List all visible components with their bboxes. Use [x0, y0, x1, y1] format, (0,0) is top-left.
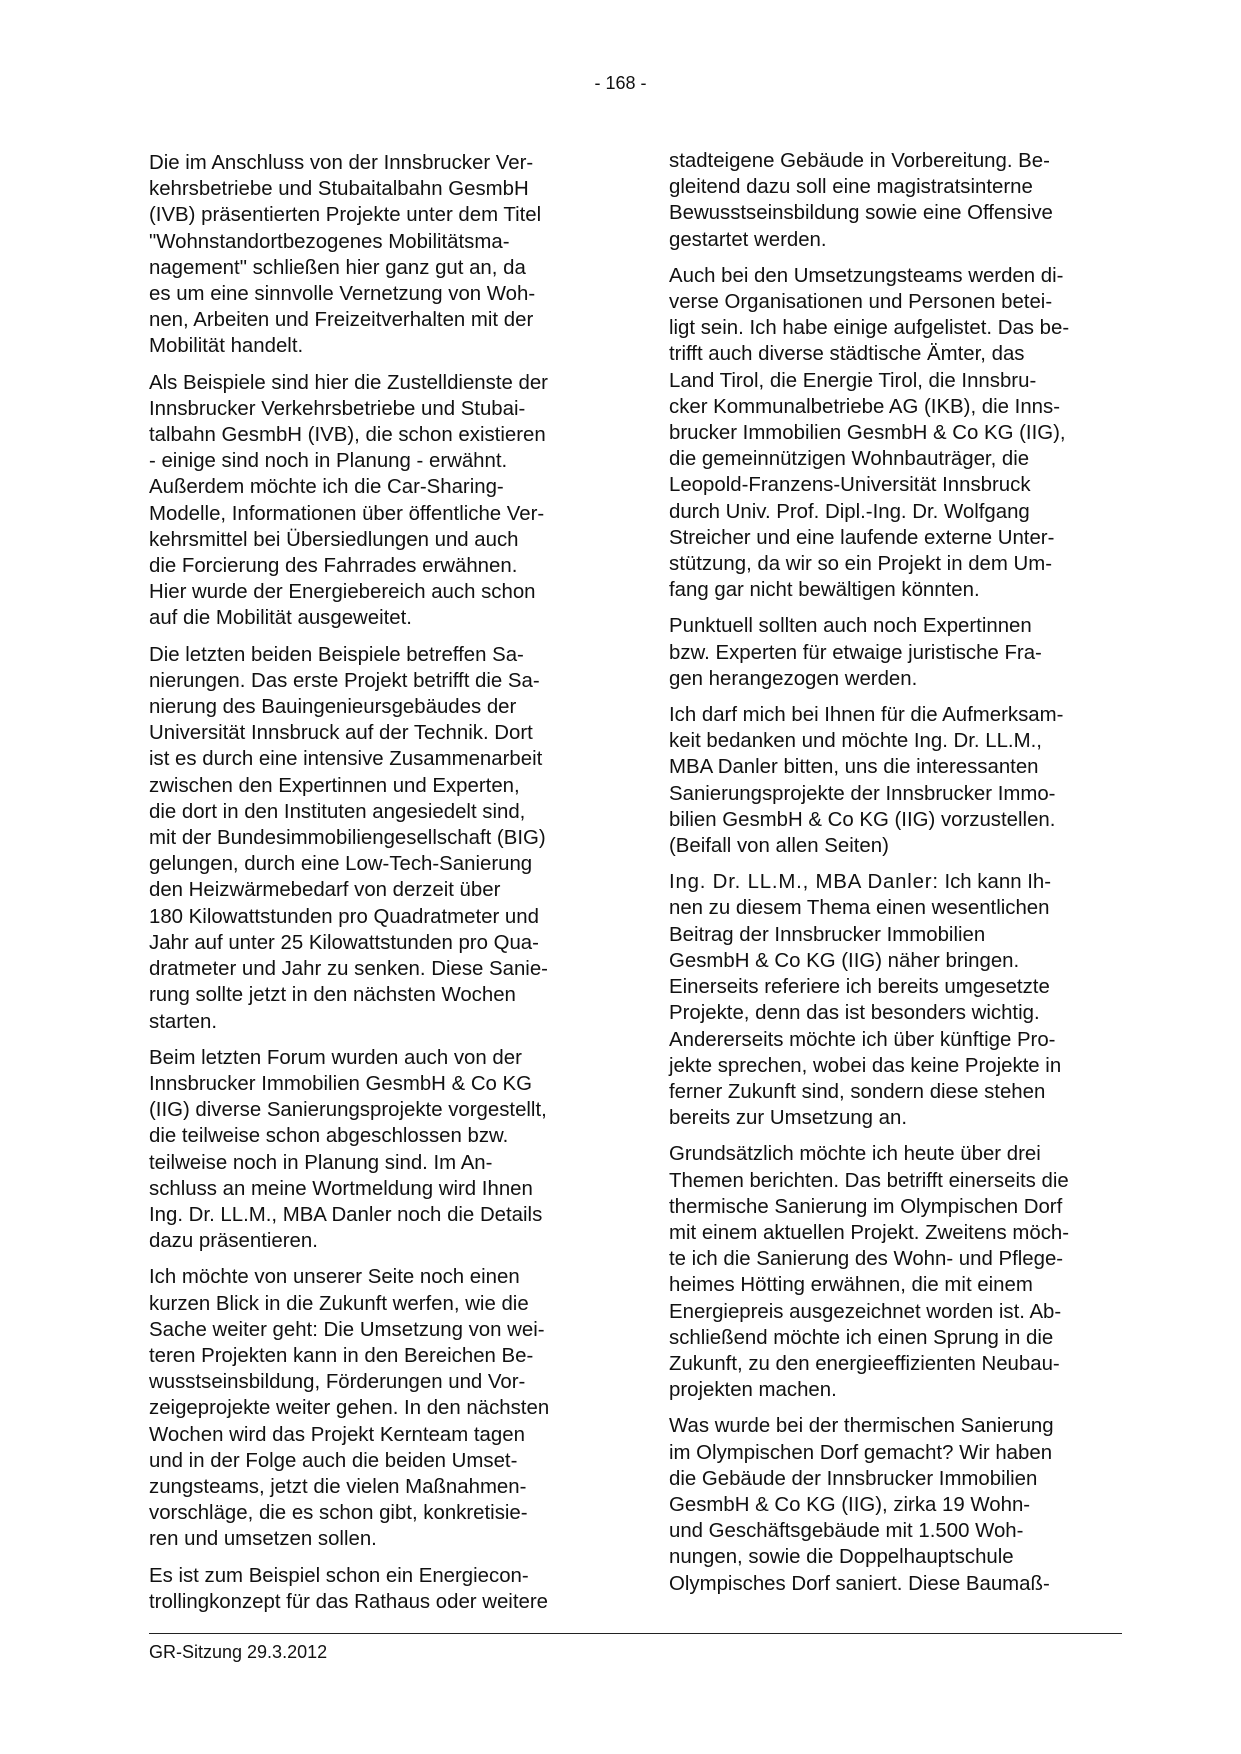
page-number: - 168 -	[594, 73, 647, 93]
paragraph: stadteigene Gebäude in Vorbereitung. Be- gleitend dazu soll eine magistratsinterne Bewusstseinsbildung sowie eine Offensive gestartet werden.	[669, 150, 1053, 251]
paragraph: Was wurde bei der thermischen Sanierung im Olympischen Dorf gemacht? Wir haben die Gebäude der Innsbrucker Immobilien GesmbH & Co KG (IIG), zirka 19 Wohn- und Geschäftsgebäude mit 1.500 Woh- nungen, sowie die Doppelhauptschule Olympisches Dorf saniert. Diese Baumaß-	[669, 1415, 1054, 1595]
speaker-name: Ing. Dr. LL.M., MBA Danler:	[669, 871, 939, 894]
right-column	[669, 148, 1121, 1607]
paragraph: Als Beispiele sind hier die Zustelldienste der Innsbrucker Verkehrsbetriebe und Stubai- talbahn GesmbH (IVB), die schon existieren - einige sind noch in Planung - erwähnt. Außerdem möchte ich die Car-Sharing- Modelle, Informationen über öffentliche Ver- kehrsmittel bei Übersiedlungen und auch die Forcierung des Fahrrades erwähnen. Hier wurde der Energiebereich auch schon auf die Mobilität ausgeweitet.	[149, 371, 548, 630]
footer-divider	[149, 1633, 1122, 1634]
paragraph: Auch bei den Umsetzungsteams werden di- verse Organisationen und Personen betei- ligt sein. Ich habe einige aufgelistet. Das be- trifft auch diverse städtische Ämter, das Land Tirol, die Energie Tirol, die Innsbru- cker Kommunalbetriebe AG (IKB), die Inns- brucker Immobilien GesmbH & Co KG (IIG), die gemeinnützigen Wohnbauträger, die Leopold-Franzens-Universität Innsbruck durch Univ. Prof. Dipl.-Ing. Dr. Wolfgang Streicher und eine laufende externe Unter- stützung, da wir so ein Projekt in dem Um- fang gar nicht bewältigen könnten.	[669, 264, 1070, 602]
speech-paragraph	[669, 869, 1121, 1131]
speech-text: Ich kann Ih- nen zu diesem Thema einen wesentlichen Beitrag der Innsbrucker Immobilien GesmbH & Co KG (IIG) näher bringen. Einerseits referiere ich bereits umgesetzte Projekte, denn das ist besonders wichtig. Andererseits möchte ich über künftige Pro- jekte sprechen, wobei das keine Projekte in ferner Zukunft sind, sondern diese stehen bereits zur Umsetzung an.	[669, 871, 1062, 1130]
paragraph: Beim letzten Forum wurden auch von der Innsbrucker Immobilien GesmbH & Co KG (IIG) diverse Sanierungsprojekte vorgestellt, die teilweise schon abgeschlossen bzw. teilweise noch in Planung sind. Im An- schluss an meine Wortmeldung wird Ihnen Ing. Dr. LL.M., MBA Danler noch die Details dazu präsentieren.	[149, 1046, 547, 1253]
paragraph: Die im Anschluss von der Innsbrucker Ver- kehrsbetriebe und Stubaitalbahn GesmbH (IVB) präsentierten Projekte unter dem Titel "Wohnstandortbezogenes Mobilitätsma- nagement" schließen hier ganz gut an, da es um eine sinnvolle Vernetzung von Woh- nen, Arbeiten und Freizeitverhalten mit der Mobilität handelt.	[149, 152, 542, 358]
paragraph: Es ist zum Beispiel schon ein Energiecon- trollingkonzept für das Rathaus oder weitere	[149, 1564, 548, 1613]
footer-session-label: GR-Sitzung 29.3.2012	[149, 1642, 328, 1662]
left-column	[149, 150, 601, 1625]
paragraph: Punktuell sollten auch noch Expertinnen bzw. Experten für etwaige juristische Fra- gen herangezogen werden.	[669, 615, 1042, 690]
paragraph: Ich möchte von unserer Seite noch einen kurzen Blick in die Zukunft werfen, wie die Sache weiter geht: Die Umsetzung von wei- teren Projekten kann in den Bereichen Be- wusstseinsbildung, Förderungen und Vor- zeigeprojekte weiter gehen. In den nächsten Wochen wird das Projekt Kernteam tagen und in der Folge auch die beiden Umset- zungsteams, jetzt die vielen Maßnahmen- vorschläge, die es schon gibt, konkretisie- ren und umsetzen sollen.	[149, 1266, 550, 1551]
paragraph: Ich darf mich bei Ihnen für die Aufmerksam- keit bedanken und möchte Ing. Dr. LL.M., MBA Danler bitten, uns die interessanten Sanierungsprojekte der Innsbrucker Immo- bilien GesmbH & Co KG (IIG) vorzustellen. (Beifall von allen Seiten)	[669, 704, 1064, 858]
paragraph: Grundsätzlich möchte ich heute über drei Themen berichten. Das betrifft einerseits die thermische Sanierung im Olympischen Dorf mit einem aktuellen Projekt. Zweitens möch- te ich die Sanierung des Wohn- und Pflege- heimes Hötting erwähnen, die mit einem Energiepreis ausgezeichnet worden ist. Ab- schließend möchte ich einen Sprung in die Zukunft, zu den energieeffizienten Neubau- projekten machen.	[669, 1143, 1070, 1402]
paragraph: Die letzten beiden Beispiele betreffen Sa- nierungen. Das erste Projekt betrifft die Sa- nierung des Bauingenieursgebäudes der Universität Innsbruck auf der Technik. Dort ist es durch eine intensive Zusammenarbeit zwischen den Expertinnen und Experten, die dort in den Instituten angesiedelt sind, mit der Bundesimmobiliengesellschaft (BIG) gelungen, durch eine Low-Tech-Sanierung den Heizwärmebedarf von derzeit über 180 Kilowattstunden pro Quadratmeter und Jahr auf unter 25 Kilowattstunden pro Qua- dratmeter und Jahr zu senken. Diese Sanie- rung sollte jetzt in den nächsten Wochen starten.	[149, 643, 548, 1033]
